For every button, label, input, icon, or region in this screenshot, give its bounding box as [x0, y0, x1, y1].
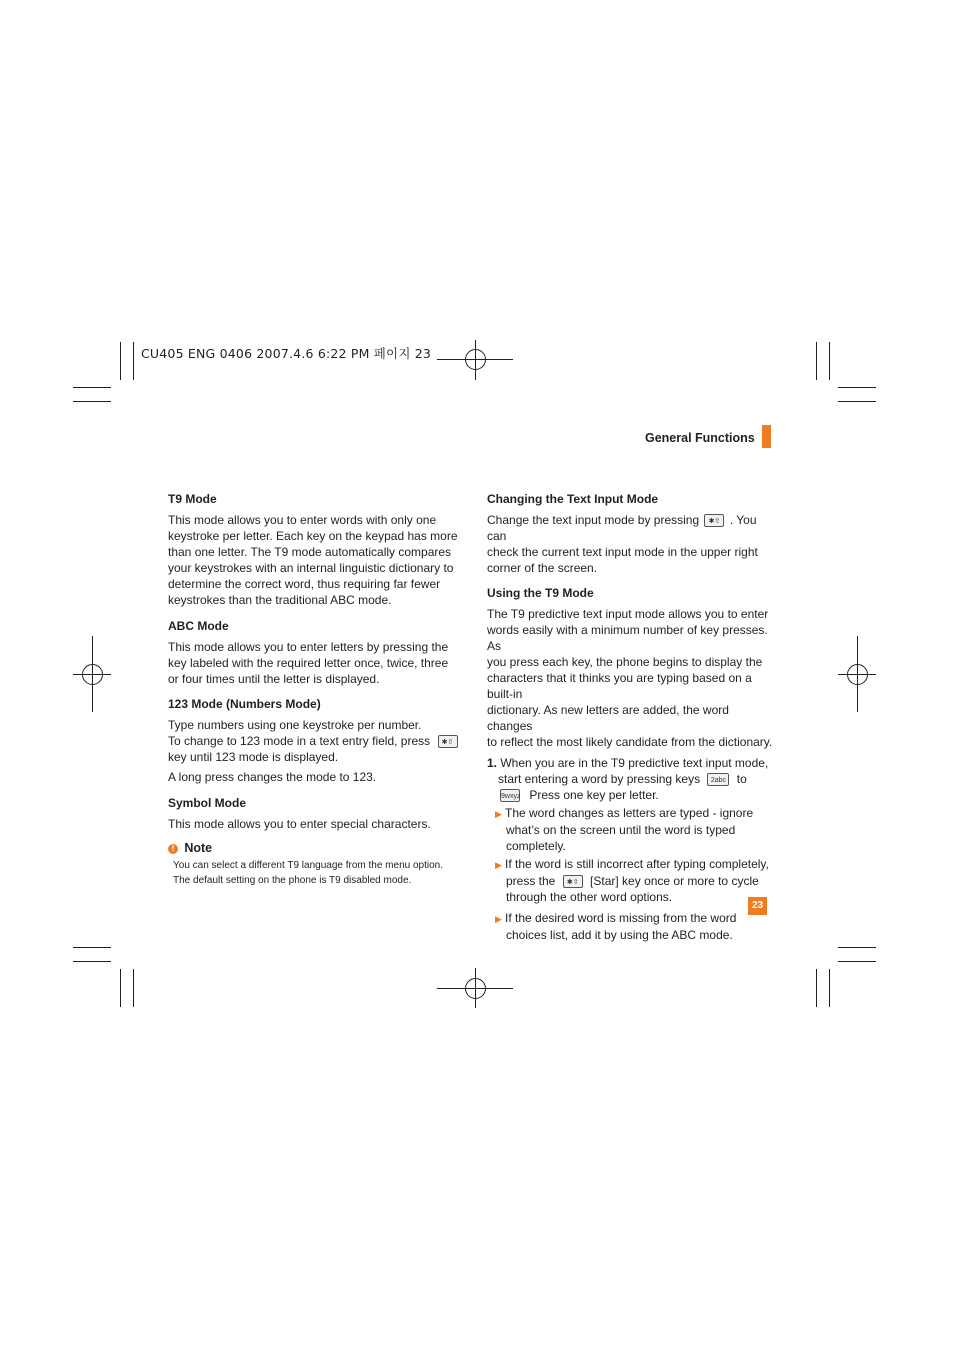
using-t9-heading: Using the T9 Mode — [487, 586, 594, 600]
page-number-badge: 23 — [748, 897, 767, 915]
change-input-mode-body: Change the text input mode by pressing ✱⇧ . You can check the current text input mode in the upper right corner of the screen. — [487, 513, 758, 575]
crop-mark — [120, 342, 121, 380]
t9-mode-body: This mode allows you to enter words with only one keystroke per letter. Each key on the keypad has more than one letter. The T9 mode automatically compares your keystrokes with an internal linguistic dictionary to determine the correct word, thus requiring far fewer keystrokes than the traditional ABC mode. — [168, 513, 458, 607]
key-2-icon: 2abc — [707, 773, 729, 786]
tip-star-cycle: ▶ If the word is still incorrect after typing completely, press the ✱⇧ [Star] key once or more to cycle through the other word options. — [495, 857, 769, 904]
note-body: You can select a different T9 language from the menu option. The default setting on the phone is T9 disabled mode. — [173, 860, 443, 886]
star-key-icon: ✱⇧ — [704, 514, 724, 527]
key-9-icon: 9wxyz — [500, 789, 520, 802]
t9-mode-heading: T9 Mode — [168, 492, 217, 506]
symbol-mode-heading: Symbol Mode — [168, 796, 247, 810]
triangle-bullet-icon: ▶ — [495, 809, 502, 819]
crop-mark — [829, 342, 830, 380]
number-mode-heading: 123 Mode (Numbers Mode) — [168, 697, 321, 711]
note-heading: ! Note — [168, 840, 458, 856]
crop-mark — [73, 387, 111, 388]
crop-mark — [133, 342, 134, 380]
note-icon: ! — [168, 844, 178, 854]
tip-add-word: ▶ If the desired word is missing from the word choices list, add it by using the ABC mode. — [495, 911, 737, 942]
number-mode-body: Type numbers using one keystroke per number. To change to 123 mode in a text entry field, press ✱⇧ key until 123 mode is displayed. A long press changes the mode to 123. — [168, 717, 458, 785]
crop-mark — [829, 969, 830, 1007]
right-column — [487, 491, 777, 943]
crop-mark — [816, 342, 817, 380]
crop-mark — [73, 947, 111, 948]
section-title: General Functions — [645, 431, 755, 445]
crop-mark — [133, 969, 134, 1007]
using-t9-body: The T9 predictive text input mode allows you to enter words easily with a minimum number of key presses. As you press each key, the phone begins to display the characters that it thinks you are typing based on a built-in dictionary. As new letters are added, the word changes to reflect the most likely candidate from the dictionary. — [487, 607, 773, 749]
crop-mark — [73, 961, 111, 962]
crop-mark — [838, 401, 876, 402]
crop-mark — [838, 947, 876, 948]
abc-mode-heading: ABC Mode — [168, 619, 229, 633]
tip-word-changes: ▶ The word changes as letters are typed - ignore what’s on the screen until the word is typed completely. — [495, 806, 754, 853]
print-slug: CU405 ENG 0406 2007.4.6 6:22 PM 페이지 23 — [141, 346, 432, 361]
star-key-icon: ✱⇧ — [563, 875, 583, 888]
crop-mark — [73, 401, 111, 402]
star-key-icon: ✱⇧ — [438, 735, 458, 748]
change-input-mode-heading: Changing the Text Input Mode — [487, 492, 659, 506]
triangle-bullet-icon: ▶ — [495, 860, 502, 870]
crop-mark — [120, 969, 121, 1007]
section-tab-marker — [762, 425, 771, 448]
crop-mark — [816, 969, 817, 1007]
triangle-bullet-icon: ▶ — [495, 914, 502, 924]
step-1: 1. When you are in the T9 predictive text input mode, start entering a word by pressing keys 2abc to 9wxyz Press one key per letter. — [487, 756, 769, 802]
crop-mark — [838, 387, 876, 388]
abc-mode-body: This mode allows you to enter letters by pressing the key labeled with the required letter once, twice, three or four times until the letter is displayed. — [168, 640, 449, 686]
symbol-mode-body: This mode allows you to enter special characters. — [168, 817, 431, 831]
crop-mark — [838, 961, 876, 962]
left-column — [168, 491, 458, 888]
